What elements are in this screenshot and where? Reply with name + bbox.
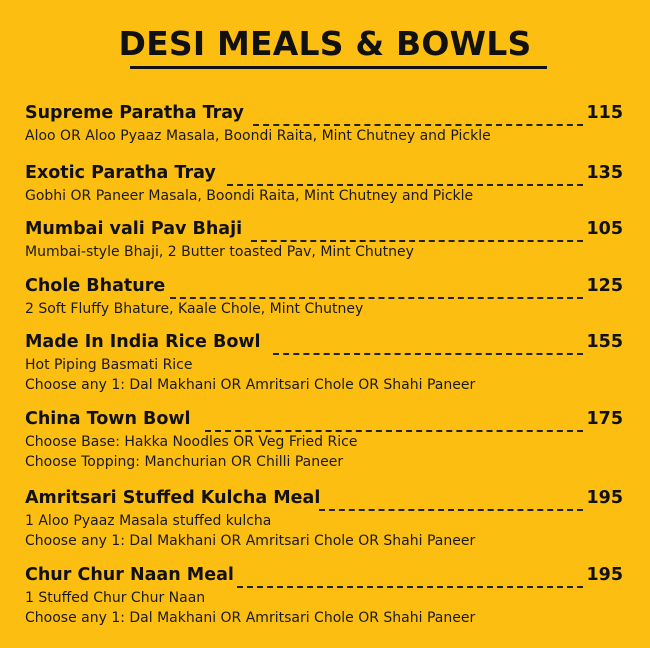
dotted-leader <box>227 162 583 186</box>
menu-item-description: Hot Piping Basmati Rice <box>25 357 193 373</box>
menu-item-description: 1 Aloo Pyaaz Masala stuffed kulcha <box>25 513 272 529</box>
menu-item-price: 195 <box>586 565 623 585</box>
menu-item-name: Exotic Paratha Tray <box>25 163 216 183</box>
menu-item-description: Gobhi OR Paneer Masala, Boondi Raita, Mint Chutney and Pickle <box>25 188 474 204</box>
menu-item <box>25 273 623 319</box>
dotted-leader <box>319 487 583 511</box>
menu-item-description: Choose Base: Hakka Noodles OR Veg Fried Rice <box>25 434 358 450</box>
menu-item <box>25 562 623 628</box>
menu-item-description: 1 Stuffed Chur Chur Naan <box>25 590 206 606</box>
menu-item-price: 125 <box>586 276 623 296</box>
menu-item-name: Amritsari Stuffed Kulcha Meal <box>25 488 321 508</box>
dotted-leader <box>237 564 583 588</box>
menu-item-name: Supreme Paratha Tray <box>25 103 244 123</box>
menu-item-description: 2 Soft Fluffy Bhature, Kaale Chole, Mint Chutney <box>25 301 364 317</box>
menu-item-price: 135 <box>586 163 623 183</box>
title-underline <box>130 66 547 69</box>
menu-item-name: Chole Bhature <box>25 276 166 296</box>
menu-item <box>25 329 623 395</box>
menu-item-price: 195 <box>586 488 623 508</box>
menu-item-description: Aloo OR Aloo Pyaaz Masala, Boondi Raita, Mint Chutney and Pickle <box>25 128 491 144</box>
page-title: DESI MEALS & BOWLS <box>118 24 532 63</box>
menu-item <box>25 406 623 472</box>
menu-item <box>25 100 623 146</box>
menu-item-description: Choose any 1: Dal Makhani OR Amritsari Chole OR Shahi Paneer <box>25 377 476 393</box>
dotted-leader <box>170 275 583 299</box>
menu-item-name: Made In India Rice Bowl <box>25 332 261 352</box>
menu-item-name: Mumbai vali Pav Bhaji <box>25 219 243 239</box>
menu-item-price: 175 <box>586 409 623 429</box>
menu-item-description: Mumbai-style Bhaji, 2 Butter toasted Pav, Mint Chutney <box>25 244 414 260</box>
menu-item-name: China Town Bowl <box>25 409 191 429</box>
menu-item <box>25 216 623 262</box>
dotted-leader <box>253 102 583 126</box>
menu-item-price: 115 <box>586 103 623 123</box>
dotted-leader <box>273 331 583 355</box>
menu-item <box>25 485 623 551</box>
menu-item-description: Choose Topping: Manchurian OR Chilli Paneer <box>25 454 344 470</box>
menu-item-price: 155 <box>586 332 623 352</box>
menu-item <box>25 160 623 206</box>
menu-item-description: Choose any 1: Dal Makhani OR Amritsari Chole OR Shahi Paneer <box>25 533 476 549</box>
menu-item-price: 105 <box>586 219 623 239</box>
menu-item-description: Choose any 1: Dal Makhani OR Amritsari Chole OR Shahi Paneer <box>25 610 476 626</box>
dotted-leader <box>205 408 583 432</box>
menu-item-name: Chur Chur Naan Meal <box>25 565 234 585</box>
dotted-leader <box>251 218 583 242</box>
